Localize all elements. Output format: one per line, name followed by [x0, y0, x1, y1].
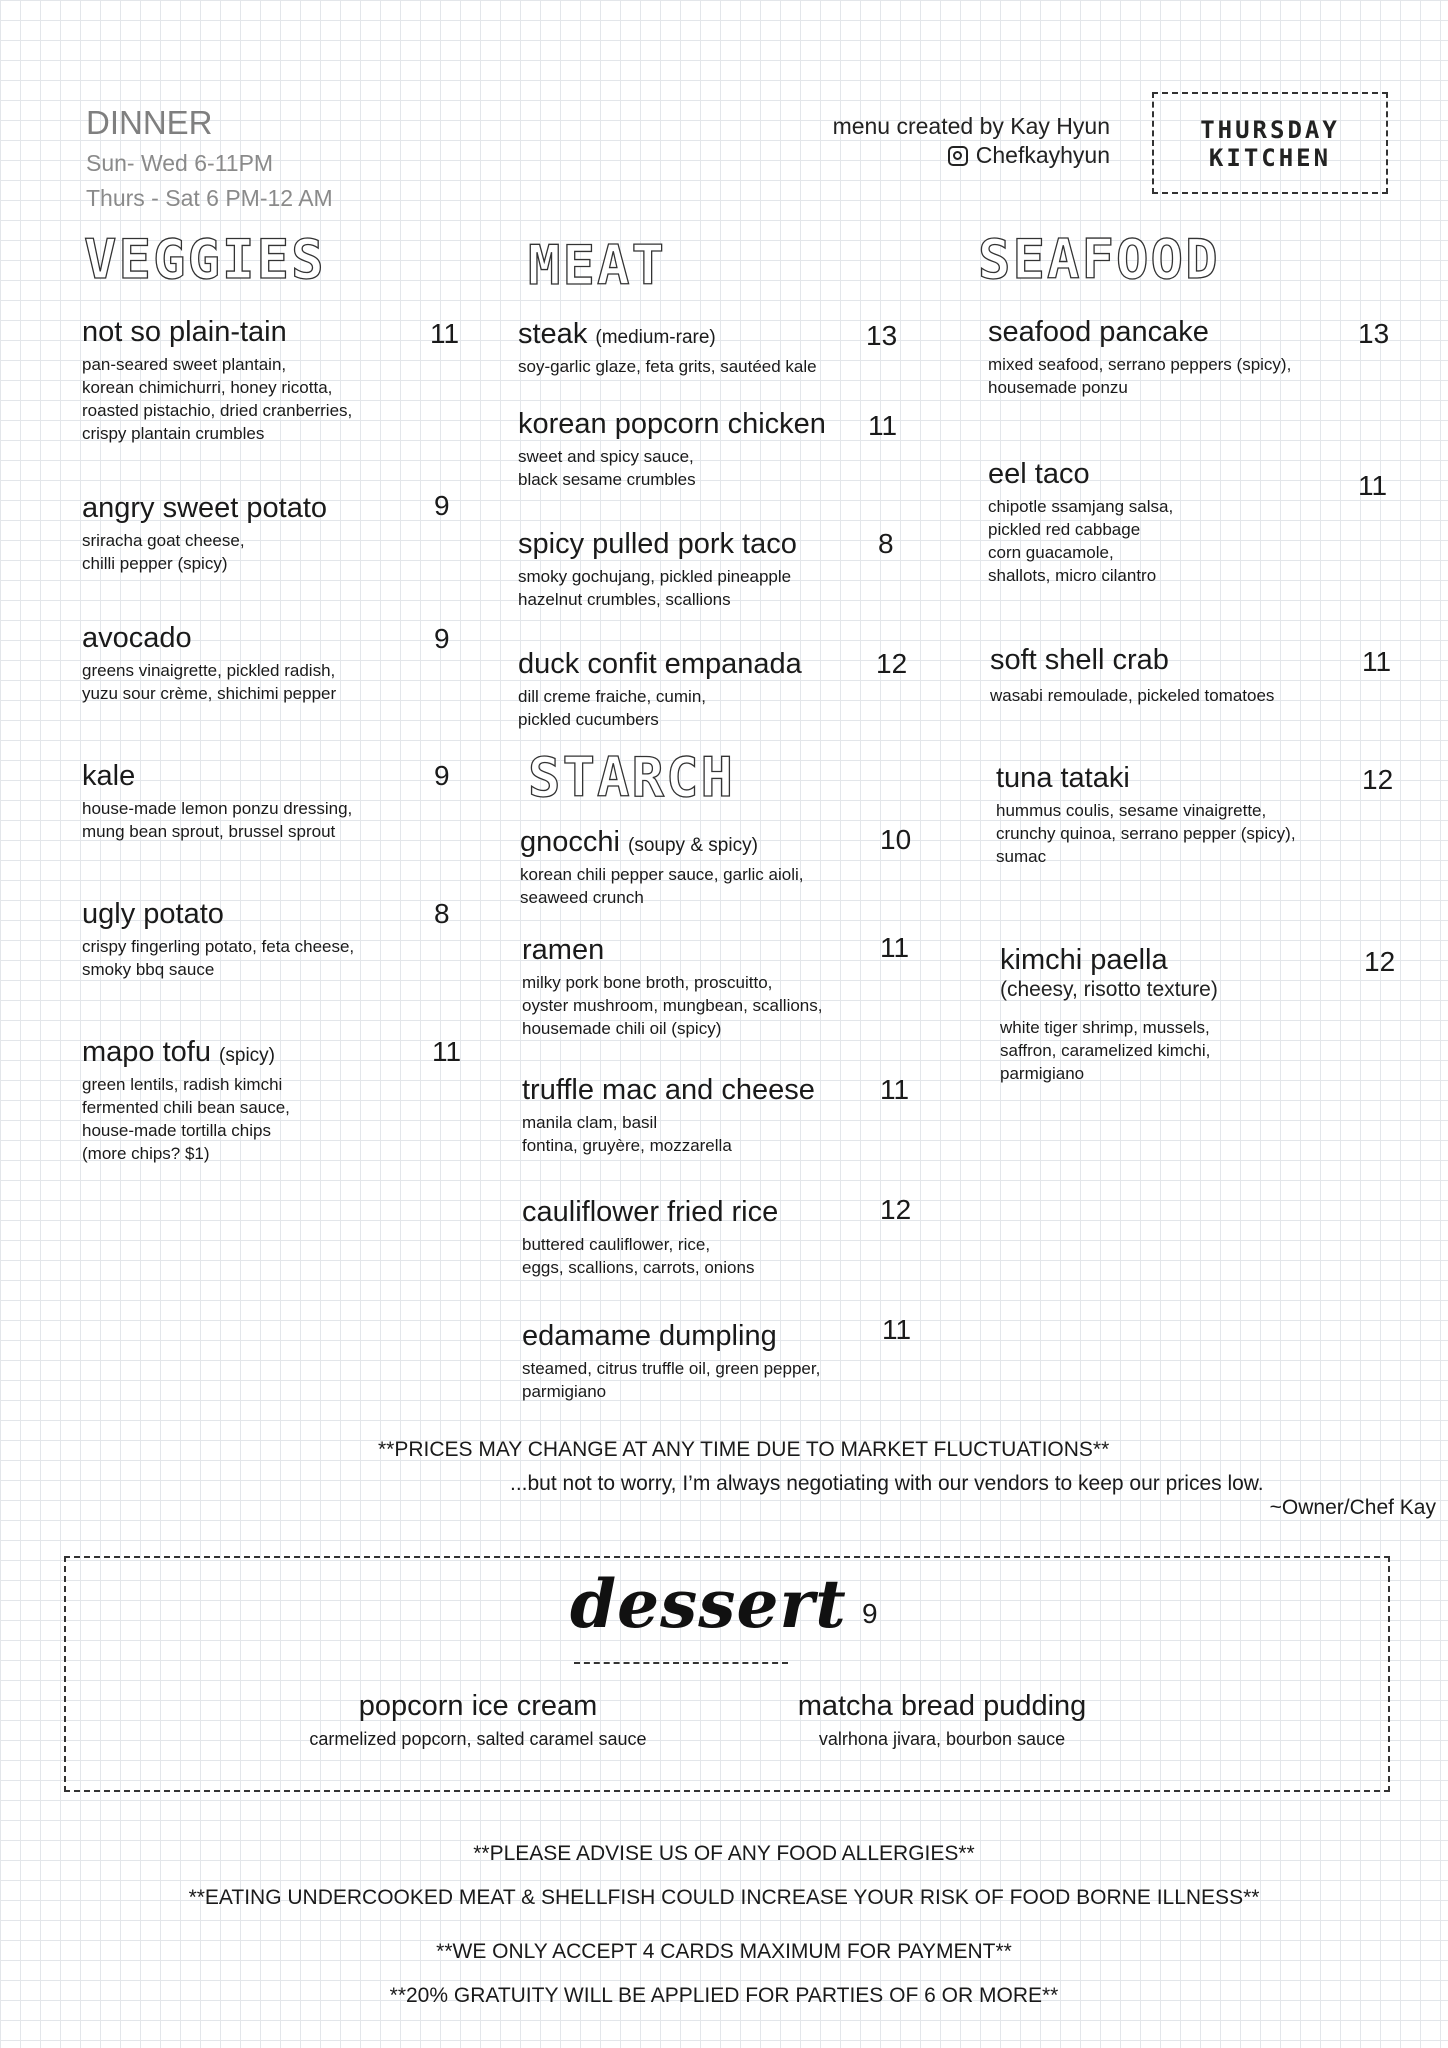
- item-description: smoky gochujang, pickled pineapple hazelnut crumbles, scallions: [518, 567, 792, 609]
- dessert-title: dessert: [570, 1565, 847, 1643]
- item-description: pan-seared sweet plantain, korean chimichurri, honey ricotta, roasted pistachio, dried cranberries, crispy plantain crumbles: [82, 355, 353, 443]
- item-note: (spicy): [219, 1045, 275, 1066]
- footer-undercooked-warning: **EATING UNDERCOOKED MEAT & SHELLFISH COULD INCREASE YOUR RISK OF FOOD BORNE ILLNESS**: [188, 1886, 1260, 1909]
- item-price: 12: [1364, 946, 1396, 977]
- dessert-item-name: matcha bread pudding: [797, 1690, 1087, 1722]
- item-price: 8: [878, 528, 894, 559]
- logo-line1: THURSDAY: [1200, 116, 1340, 144]
- item-description: green lentils, radish kimchi fermented chili bean sauce, house-made tortilla chips (more chips? $1): [82, 1075, 290, 1163]
- item-name: [520, 826, 804, 859]
- item-description: wasabi remoulade, pickeled tomatoes: [990, 686, 1275, 705]
- item-name-text: steak: [518, 318, 588, 350]
- item-price: 11: [432, 1036, 462, 1067]
- item-name: ramen: [522, 934, 605, 966]
- menu-item-kimchi-paella: [1000, 944, 1218, 1085]
- item-description: hummus coulis, sesame vinaigrette, crunchy quinoa, serrano pepper (spicy), sumac: [996, 801, 1296, 866]
- item-note: (medium-rare): [595, 327, 716, 348]
- item-description: milky pork bone broth, proscuitto, oyster mushroom, mungbean, scallions, housemade chili oil (spicy): [522, 973, 823, 1038]
- menu-item-eel-taco: [988, 458, 1173, 587]
- menu-item-ugly-potato: [82, 898, 354, 981]
- item-description: chipotle ssamjang salsa, pickled red cabbage corn guacamole, shallots, micro cilantro: [988, 497, 1174, 585]
- item-subtitle: (cheesy, risotto texture): [1000, 978, 1218, 1001]
- item-price: 11: [880, 1074, 910, 1105]
- item-name: truffle mac and cheese: [522, 1074, 815, 1106]
- menu-item-cauliflower-fried-rice: [522, 1196, 778, 1279]
- item-price: 11: [1358, 470, 1388, 501]
- footer-allergy-notice: **PLEASE ADVISE US OF ANY FOOD ALLERGIES**: [473, 1842, 975, 1865]
- item-name: seafood pancake: [988, 316, 1209, 348]
- menu-credit: menu created by Kay Hyun: [832, 113, 1110, 139]
- menu-item-korean-popcorn-chicken: [518, 408, 826, 491]
- item-description: sweet and spicy sauce, black sesame crumbles: [518, 447, 696, 489]
- hours-weekend: Thurs - Sat 6 PM-12 AM: [86, 185, 333, 211]
- item-description: steamed, citrus truffle oil, green pepper, parmigiano: [522, 1359, 821, 1401]
- section-title-meat: MEAT: [528, 234, 667, 297]
- item-description: korean chili pepper sauce, garlic aioli, seaweed crunch: [520, 865, 804, 907]
- instagram-handle: Chefkayhyun: [975, 142, 1110, 168]
- item-price: 9: [434, 490, 450, 521]
- menu-item-avocado: [82, 622, 336, 705]
- menu-item-not-so-plain-tain: [82, 316, 352, 445]
- menu-item-ramen: [522, 934, 822, 1040]
- item-name-text: mapo tofu: [82, 1036, 211, 1068]
- item-price: 10: [880, 824, 912, 855]
- item-name: soft shell crab: [990, 644, 1169, 676]
- section-title-veggies: VEGGIES: [84, 228, 326, 291]
- menu-item-angry-sweet-potato: [82, 492, 327, 575]
- item-price: 12: [880, 1194, 912, 1225]
- menu-item-edamame-dumpling: [522, 1320, 820, 1403]
- item-name: tuna tataki: [996, 762, 1130, 794]
- item-name: not so plain-tain: [82, 316, 287, 348]
- item-price: 13: [1358, 318, 1390, 349]
- owner-signature: ~Owner/Chef Kay: [1269, 1496, 1436, 1519]
- item-name: angry sweet potato: [82, 492, 328, 524]
- instagram-icon: [948, 146, 968, 166]
- logo-line2: KITCHEN: [1208, 144, 1332, 172]
- item-description: white tiger shrimp, mussels, saffron, caramelized kimchi, parmigiano: [1000, 1018, 1211, 1083]
- item-price: 11: [430, 318, 460, 349]
- menu-item-gnocchi: [520, 826, 804, 909]
- item-note: (soupy & spicy): [628, 835, 758, 856]
- item-description: sriracha goat cheese, chilli pepper (spicy): [82, 531, 245, 573]
- section-title-seafood: SEAFOOD: [978, 228, 1220, 291]
- item-name: avocado: [82, 622, 192, 654]
- menu-item-spicy-pulled-pork-taco: [518, 528, 797, 611]
- item-description: dill creme fraiche, cumin, pickled cucumbers: [518, 687, 707, 729]
- hours-weekday: Sun- Wed 6-11PM: [86, 150, 274, 176]
- item-name: [82, 1036, 290, 1069]
- menu-item-duck-confit-empanada: [518, 648, 802, 731]
- menu-item-truffle-mac-and-cheese: [522, 1074, 815, 1157]
- item-price: 11: [882, 1314, 912, 1345]
- item-price: 11: [1362, 646, 1392, 677]
- menu-item-seafood-pancake: [988, 316, 1291, 399]
- menu-item-kale: [82, 760, 352, 843]
- menu-item-steak: [518, 318, 817, 378]
- thursday-kitchen-logo: [1152, 92, 1388, 194]
- item-description: mixed seafood, serrano peppers (spicy), housemade ponzu: [988, 355, 1292, 397]
- item-name: korean popcorn chicken: [518, 408, 826, 440]
- item-description: house-made lemon ponzu dressing, mung bean sprout, brussel sprout: [82, 799, 353, 841]
- dessert-price: 9: [862, 1598, 878, 1629]
- item-description: greens vinaigrette, pickled radish, yuzu sour crème, shichimi pepper: [82, 661, 337, 703]
- item-name: duck confit empanada: [518, 648, 802, 680]
- section-title-starch: STARCH: [528, 746, 736, 809]
- menu-item-tuna-tataki: [996, 762, 1296, 868]
- item-price: 9: [434, 623, 450, 654]
- dessert-item-name: popcorn ice cream: [358, 1690, 598, 1722]
- item-name: cauliflower fried rice: [522, 1196, 779, 1228]
- item-name: edamame dumpling: [522, 1320, 777, 1352]
- item-description: crispy fingerling potato, feta cheese, smoky bbq sauce: [82, 937, 355, 979]
- item-description: buttered cauliflower, rice, eggs, scallions, carrots, onions: [522, 1235, 755, 1277]
- item-name: spicy pulled pork taco: [518, 528, 797, 560]
- item-name: ugly potato: [82, 898, 224, 930]
- item-price: 13: [866, 320, 898, 351]
- price-notice: **PRICES MAY CHANGE AT ANY TIME DUE TO MARKET FLUCTUATIONS**: [378, 1438, 1110, 1461]
- vendor-note: ...but not to worry, I’m always negotiating with our vendors to keep our prices low.: [510, 1472, 1264, 1495]
- dessert-item-description: valrhona jivara, bourbon sauce: [818, 1729, 1066, 1749]
- menu-title: DINNER: [86, 104, 213, 141]
- item-price: 8: [434, 898, 450, 929]
- footer-card-policy: **WE ONLY ACCEPT 4 CARDS MAXIMUM FOR PAYMENT**: [436, 1940, 1012, 1963]
- item-description: manila clam, basil fontina, gruyère, mozzarella: [522, 1113, 732, 1155]
- item-name: kale: [82, 760, 136, 792]
- footer-gratuity-policy: **20% GRATUITY WILL BE APPLIED FOR PARTIES OF 6 OR MORE**: [389, 1984, 1059, 2007]
- item-description: soy-garlic glaze, feta grits, sautéed kale: [518, 357, 817, 376]
- dessert-item-popcorn-ice-cream: [258, 1690, 698, 1750]
- dessert-underline: [574, 1662, 788, 1664]
- dessert-item-description: carmelized popcorn, salted caramel sauce: [309, 1729, 647, 1749]
- item-name-text: gnocchi: [520, 826, 620, 858]
- item-name: [518, 318, 817, 351]
- menu-item-mapo-tofu: [82, 1036, 290, 1165]
- menu-item-soft-shell-crab: [990, 644, 1274, 707]
- item-price: 12: [876, 648, 908, 679]
- item-price: 11: [868, 410, 898, 441]
- item-name: eel taco: [988, 458, 1090, 490]
- item-price: 12: [1362, 764, 1394, 795]
- item-price: 9: [434, 760, 450, 791]
- dessert-item-matcha-bread-pudding: [742, 1690, 1142, 1750]
- item-price: 11: [880, 932, 910, 963]
- instagram-handle-row: [948, 142, 1110, 169]
- item-name: kimchi paella: [1000, 944, 1168, 976]
